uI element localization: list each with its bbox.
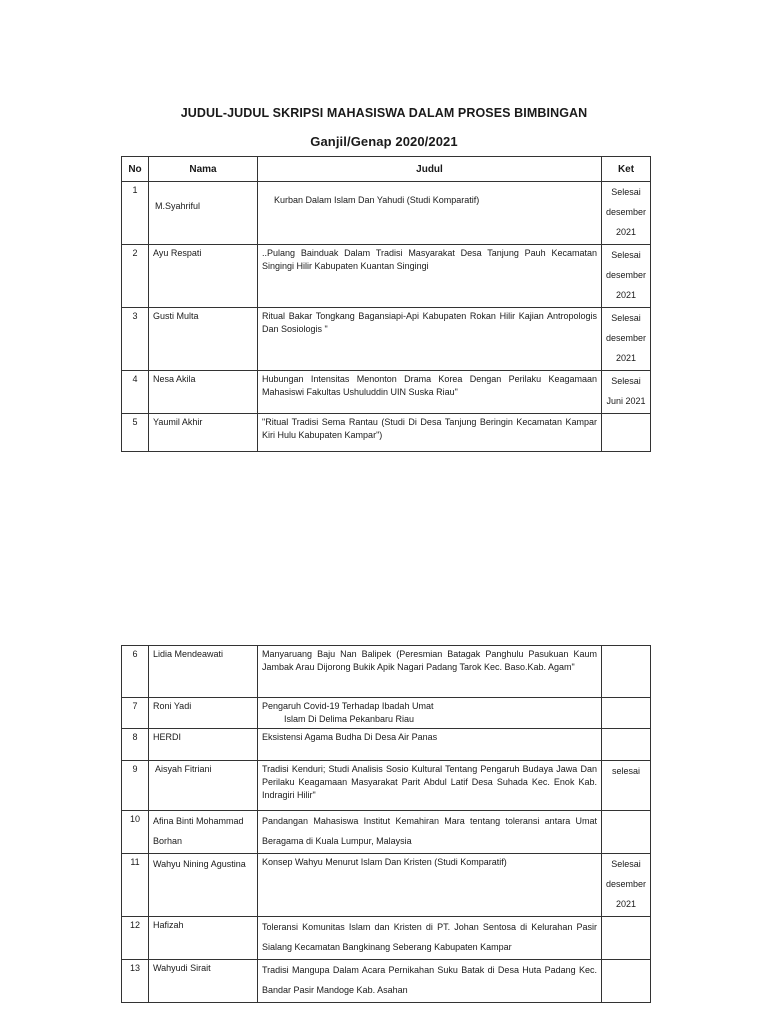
thesis-title: Hubungan Intensitas Menonton Drama Korea Dengan Perilaku Keagamaan Mahasiswi Fakultas Ushuluddin UIN Suska Riau"	[258, 371, 602, 414]
row-number: 5	[122, 414, 149, 452]
table-header-row	[122, 157, 651, 182]
student-name: Roni Yadi	[149, 698, 258, 729]
status-note: selesai	[602, 761, 651, 811]
table-row	[122, 811, 651, 854]
table-row	[122, 646, 651, 698]
thesis-table-page-2	[121, 645, 651, 1003]
table-row	[122, 761, 651, 811]
thesis-title: Tradisi Mangupa Dalam Acara Pernikahan Suku Batak di Desa Huta Padang Kec. Bandar Pasir Mandoge Kab. Asahan	[258, 960, 602, 1003]
table-row	[122, 414, 651, 452]
row-number: 2	[122, 245, 149, 308]
student-name: Nesa Akila	[149, 371, 258, 414]
table-row	[122, 917, 651, 960]
status-note: Selesai desember 2021	[602, 854, 651, 917]
status-note: Selesai desember 2021	[602, 308, 651, 371]
header-no: No	[122, 157, 149, 182]
row-number: 3	[122, 308, 149, 371]
row-number: 4	[122, 371, 149, 414]
row-number: 11	[122, 854, 149, 917]
table-row	[122, 182, 651, 245]
thesis-title: ..Pulang Bainduak Dalam Tradisi Masyarakat Desa Tanjung Pauh Kecamatan Singingi Hilir Kabupaten Kuantan Singingi	[258, 245, 602, 308]
table-row	[122, 960, 651, 1003]
document-title: JUDUL-JUDUL SKRIPSI MAHASISWA DALAM PROSES BIMBINGAN	[180, 106, 588, 120]
thesis-title: "Ritual Tradisi Sema Rantau (Studi Di Desa Tanjung Beringin Kecamatan Kampar Kiri Hulu Kabupaten Kampar")	[258, 414, 602, 452]
student-name: Wahyudi Sirait	[149, 960, 258, 1003]
student-name: Afina Binti Mohammad Borhan	[149, 811, 258, 854]
table-row	[122, 854, 651, 917]
header-ket: Ket	[602, 157, 651, 182]
document-subtitle: Ganjil/Genap 2020/2021	[310, 134, 458, 149]
student-name: Yaumil Akhir	[149, 414, 258, 452]
table-row	[122, 698, 651, 729]
thesis-title: Ritual Bakar Tongkang Bagansiapi-Api Kabupaten Rokan Hilir Kajian Antropologis Dan Sosiologis "	[258, 308, 602, 371]
thesis-title: Manyaruang Baju Nan Balipek (Peresmian Batagak Panghulu Pasukuan Kaum Jambak Arau Dijorong Bukik Apik Nagari Padang Tarok Kec. Baso.Kab. Agam"	[258, 646, 602, 698]
header-judul: Judul	[258, 157, 602, 182]
row-number: 1	[122, 182, 149, 245]
status-note	[602, 917, 651, 960]
row-number: 6	[122, 646, 149, 698]
table-row	[122, 729, 651, 761]
status-note: Selesai desember 2021	[602, 245, 651, 308]
row-number: 9	[122, 761, 149, 811]
table-row	[122, 308, 651, 371]
status-note	[602, 646, 651, 698]
student-name: M.Syahriful	[149, 182, 258, 245]
row-number: 12	[122, 917, 149, 960]
student-name: Aisyah Fitriani	[149, 761, 258, 811]
status-note: Selesai Juni 2021	[602, 371, 651, 414]
thesis-title: Toleransi Komunitas Islam dan Kristen di PT. Johan Sentosa di Kelurahan Pasir Sialang Kecamatan Bangkinang Seberang Kabupaten Kampar	[258, 917, 602, 960]
status-note	[602, 960, 651, 1003]
student-name: Ayu Respati	[149, 245, 258, 308]
row-number: 8	[122, 729, 149, 761]
status-note: Selesai desember 2021	[602, 182, 651, 245]
student-name: Gusti Multa	[149, 308, 258, 371]
thesis-title: Pandangan Mahasiswa Institut Kemahiran Mara tentang toleransi antara Umat Beragama di Kuala Lumpur, Malaysia	[258, 811, 602, 854]
thesis-title: Kurban Dalam Islam Dan Yahudi (Studi Komparatif)	[258, 182, 602, 245]
row-number: 13	[122, 960, 149, 1003]
table-row	[122, 371, 651, 414]
thesis-title: Eksistensi Agama Budha Di Desa Air Panas	[258, 729, 602, 761]
row-number: 7	[122, 698, 149, 729]
thesis-title: Konsep Wahyu Menurut Islam Dan Kristen (Studi Komparatif)	[258, 854, 602, 917]
thesis-table-page-1	[121, 156, 651, 452]
student-name: HERDI	[149, 729, 258, 761]
row-number: 10	[122, 811, 149, 854]
status-note	[602, 811, 651, 854]
status-note	[602, 698, 651, 729]
thesis-title: Tradisi Kenduri; Studi Analisis Sosio Kultural Tentang Pengaruh Budaya Jawa Dan Perilaku Keagamaan Masyarakat Parit Abdul Latif Desa Suhada Kec. Enok Kab. Indragiri Hilir"	[258, 761, 602, 811]
thesis-title: Pengaruh Covid-19 Terhadap Ibadah Umat Islam Di Delima Pekanbaru Riau	[258, 698, 602, 729]
student-name: Lidia Mendeawati	[149, 646, 258, 698]
table-row	[122, 245, 651, 308]
student-name: Hafizah	[149, 917, 258, 960]
header-nama: Nama	[149, 157, 258, 182]
student-name: Wahyu Nining Agustina	[149, 854, 258, 917]
status-note	[602, 729, 651, 761]
status-note	[602, 414, 651, 452]
